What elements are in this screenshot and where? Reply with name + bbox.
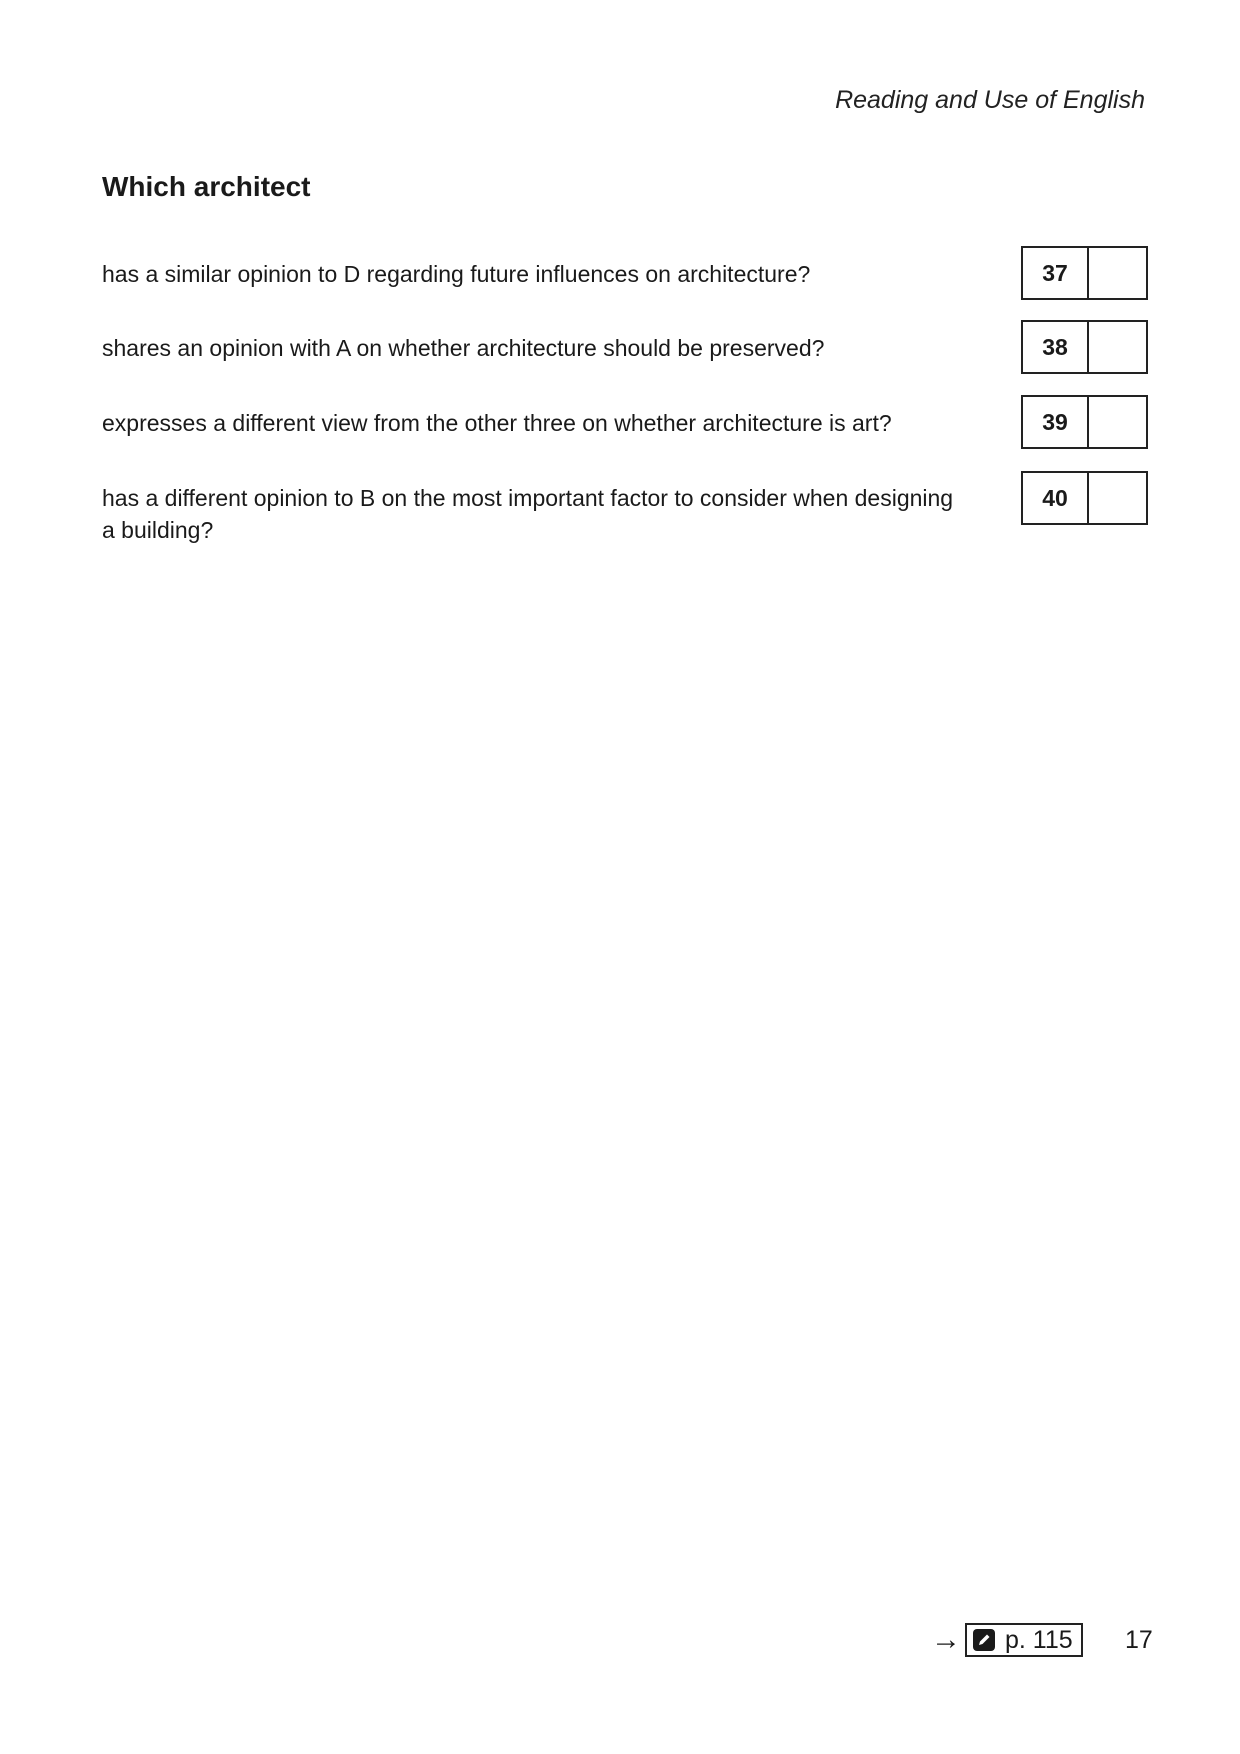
question-number: 40 <box>1023 473 1089 523</box>
answer-input[interactable] <box>1089 473 1146 523</box>
reference-page: p. 115 <box>1005 1625 1073 1654</box>
section-title: Which architect <box>102 171 311 202</box>
page-number: 17 <box>1125 1626 1153 1654</box>
answer-box-38 <box>1021 320 1148 374</box>
answer-box-37 <box>1021 246 1148 300</box>
question-38-text: shares an opinion with A on whether architecture should be preserved? <box>102 335 825 361</box>
reference-box[interactable] <box>965 1623 1083 1657</box>
answer-box-39 <box>1021 395 1148 449</box>
question-39-text: expresses a different view from the other three on whether architecture is art? <box>102 410 892 436</box>
page-header-section: Reading and Use of English <box>835 86 1145 114</box>
question-number: 38 <box>1023 322 1089 372</box>
answer-box-40 <box>1021 471 1148 525</box>
question-number: 39 <box>1023 397 1089 447</box>
answer-input[interactable] <box>1089 397 1146 447</box>
arrow-right-icon: → <box>931 1623 961 1656</box>
answer-input[interactable] <box>1089 322 1146 372</box>
question-40-text: has a different opinion to B on the most important factor to consider when designing a building? <box>102 485 954 543</box>
answer-input[interactable] <box>1089 248 1146 298</box>
footer-reference <box>931 1623 1083 1657</box>
question-number: 37 <box>1023 248 1089 298</box>
edit-icon <box>973 1629 995 1651</box>
question-37-text: has a similar opinion to D regarding future influences on architecture? <box>102 261 811 287</box>
